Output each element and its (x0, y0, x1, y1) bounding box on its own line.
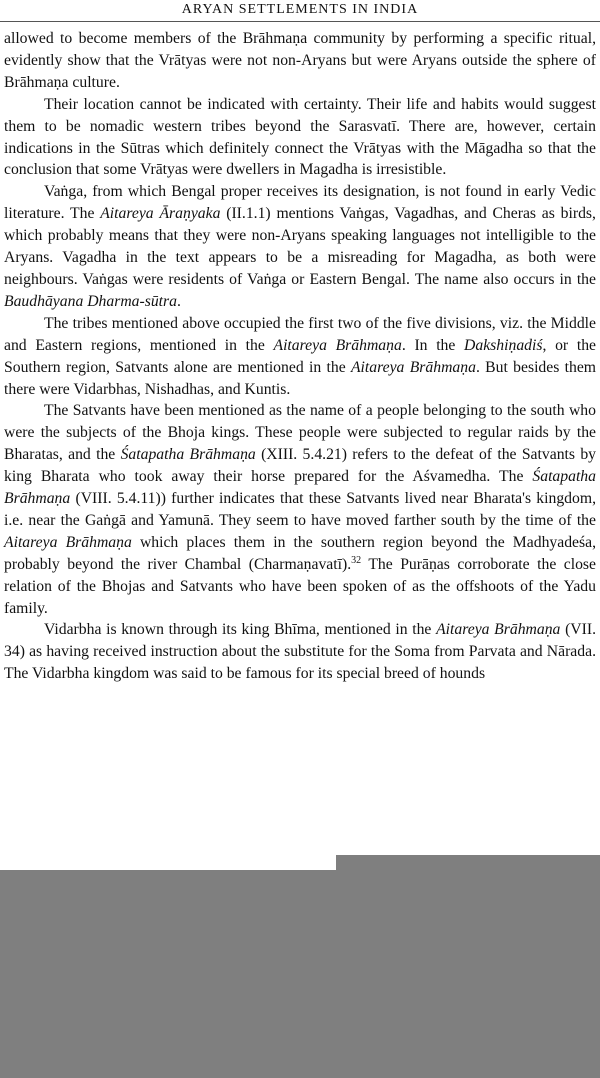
italic-title: Dakshiṇadiś (464, 336, 543, 354)
text-run: , or the Southern region, Satvants alone are mentioned in the (4, 336, 597, 376)
header-rule (0, 21, 600, 22)
italic-title: Aitareya Āraṇyaka (100, 205, 221, 223)
italic-title: Śatapatha Brāhmaṇa (4, 468, 596, 508)
italic-title: Aitareya Brāhmaṇa (436, 621, 561, 639)
running-header: ARYAN SETTLEMENTS IN INDIA (181, 2, 419, 17)
paragraph (4, 181, 596, 312)
text-run: The Satvants have been mentioned as the name of a people belonging to the south who were the subjects of the Bhoja kings. These people were subjected to regular raids by the Bharatas, and the (4, 402, 596, 464)
paragraph (4, 28, 596, 94)
footnote-ref: 32 (351, 554, 362, 566)
italic-title: Śatapatha Brāhmaṇa (120, 446, 256, 464)
paragraph (4, 313, 596, 401)
text-run: Vidarbha is known through its king Bhīma, mentioned in the (44, 621, 437, 639)
text-run: (VIII. 5.4.11)) further indicates that these Satvants lived near Bharata's kingdom, i.e. near the Gaṅgā and Yamunā. They seem to have moved farther south by the time of the (4, 490, 596, 529)
text-run: (VII. 34) as having received instruction about the substitute for the Soma from Parvata and Nārada. The Vidarbha kingdom was said to be famous for its special breed of hounds (4, 621, 596, 683)
paragraph (4, 94, 596, 182)
text-run: Their location cannot be indicated with certainty. Their life and habits would suggest them to be nomadic western tribes beyond the Sarasvatī. There are, however, certain indications in the Sūtras which definitely connect the Vrātyas with the Māgadha so that the conclusion that some Vrātyas were dwellers in Magadha is irresistible. (4, 95, 596, 179)
text-run: (XIII. 5.4.21) refers to the defeat of the Satvants by king Bharata who took away their horse prepared for the Aśvamedha. The (4, 446, 597, 486)
gray-overlay (0, 870, 600, 1078)
italic-title: Aitareya Brāhmaṇa (273, 336, 402, 354)
text-run: Vaṅga, from which Bengal proper receives its designation, is not found in early Vedic literature. The (4, 183, 596, 223)
text-run: . (177, 292, 181, 310)
text-run: . But besides them there were Vidarbhas, Nishadhas, and Kuntis. (4, 358, 597, 398)
text-run: allowed to become members of the Brāhmaṇa community by performing a specific ritual, evidently show that the Vrātyas were not non-Aryans but were Aryans outside the sphere of Brāhmaṇa culture. (4, 30, 596, 91)
text-run: (II.1.1) mentions Vaṅgas, Vagadhas, and Cheras as birds, which probably means that they were non-Aryans speaking languages not intelligible to the Aryans. Vagadha in the text appears to be a misreading for Magadha, as both were neighbours. Vaṅgas were residents of Vaṅga or Eastern Bengal. The name also occurs in the (4, 205, 596, 288)
italic-title: Baudhāyana Dharma-sūtra (4, 292, 177, 310)
italic-title: Aitareya Brāhmaṇa (350, 358, 476, 376)
gray-overlay-tab (336, 855, 600, 871)
body-text (4, 28, 596, 685)
paragraph (4, 619, 596, 685)
text-run: The Purāṇas corroborate the close relation of the Bhojas and Satvants who have been spoken of as the offshoots of the Yadu family. (4, 555, 596, 617)
paragraph (4, 400, 596, 619)
text-run: . In the (401, 336, 465, 354)
italic-title: Aitareya Brāhmaṇa (4, 533, 132, 551)
text-run: The tribes mentioned above occupied the first two of the five divisions, viz. the Middle and Eastern regions, mentioned in the (4, 314, 596, 354)
text-run: which places them in the southern region beyond the Madhyadeśa, probably beyond the river Chambal (Charmaṇavatī). (4, 533, 597, 573)
